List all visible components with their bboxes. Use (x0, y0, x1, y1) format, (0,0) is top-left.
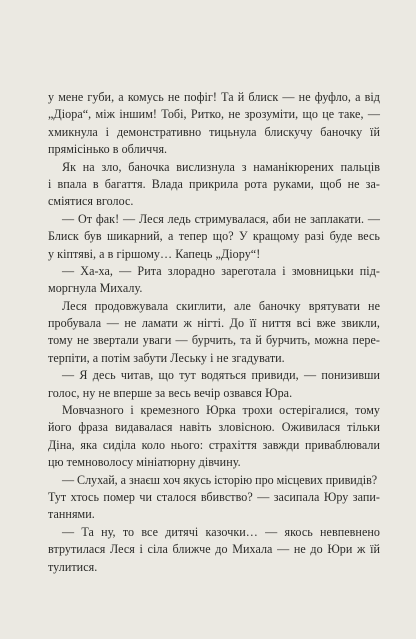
text-line: терпіти, а потім забути Леську і не згадувати. (48, 350, 285, 365)
text-line: — Слухай, а знаєш хоч якусь історію про місцевих привидів? (62, 472, 378, 487)
text-line: Леся продовжувала скиглити, але баночку врятувати не (62, 298, 380, 313)
text-line: втрутилася Леся і сіла ближче до Михала — не до Юри ж їй (48, 542, 380, 557)
text-line: сміятися вголос. (48, 194, 134, 209)
text-line: у мене губи, а комусь не пофіг! Та й блиск — не фуфло, а від (48, 90, 380, 104)
text-line: голос, ну не вперше за весь вечір озвався Юра. (48, 385, 293, 400)
text-line: — Я десь читав, що тут водяться привиди, — понизивши (62, 368, 380, 383)
text-line: цю темноволосу мініатюрну дівчину. (48, 455, 241, 470)
text-line: Мовчазного і кремезного Юрка трохи остерігалися, тому (62, 403, 380, 418)
text-line: моргнула Михалу. (48, 281, 143, 296)
text-line: тому не звертали уваги — бурчить, та й бурчить, можна пере- (48, 333, 380, 348)
text-line: — Та ну, то все дитячі казочки… — якось невпевнено (62, 524, 380, 539)
text-line: „Діора“, між іншим! Тобі, Ритко, не зрозуміти, що це таке, — (48, 107, 380, 122)
text-line: у кіптяві, а в гіршому… Капець „Діору“! (48, 246, 261, 261)
text-line: Діна, яка сиділа коло нього: страхіття завжди приваблювали (48, 437, 380, 452)
text-line: таннями. (48, 507, 95, 522)
page-body-text (48, 89, 380, 576)
text-line: тулитися. (48, 559, 98, 574)
text-line: Тут хтось помер чи сталося вбивство? — засипала Юру запи- (48, 489, 380, 504)
text-line: Як на зло, баночка вислизнула з наманікюрених пальців (62, 159, 380, 174)
text-line: — Ха-ха, — Рита злорадно зареготала і змовницьки під- (62, 263, 380, 278)
text-line: Блиск був шикарний, а тепер що? У кращому разі буде весь (48, 229, 380, 244)
text-line: — От фак! — Леся ледь стримувалася, аби не заплакати. — (62, 211, 380, 226)
text-line: його фраза видавалася навіть зловісною. Оживилася тільки (48, 420, 380, 435)
text-line: прямісінько в обличчя. (48, 142, 168, 157)
text-line: і впала в багаття. Влада прикрила рота руками, щоб не за- (48, 176, 380, 191)
text-line: пробувала — не ламати ж нігті. До її ниття всі вже звикли, (48, 316, 380, 331)
text-line: хмикнула і демонстративно тицьнула блискучу баночку їй (48, 124, 380, 139)
